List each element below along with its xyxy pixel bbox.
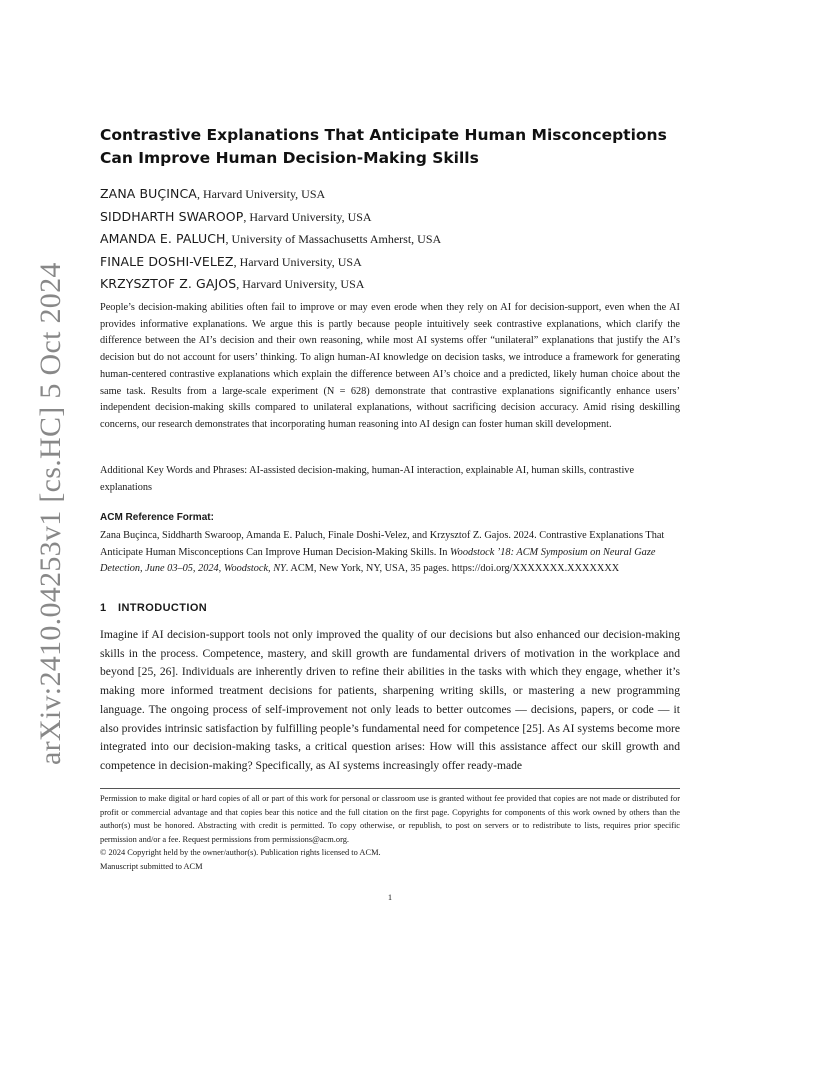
footnote <box>100 792 680 874</box>
section-number: 1 <box>100 602 107 614</box>
section-heading <box>100 602 680 614</box>
author-entry <box>100 206 680 229</box>
page-number: 1 <box>387 892 393 902</box>
acm-reference-text: Zana Buçinca, Siddharth Swaroop, Amanda E. Paluch, Finale Doshi-Velez, and Krzysztof Z. Gajos. 2024. Contrastive Explanations That Anticipate Human Misconceptions Can Improve Human Decision-Making Skills. In <box>100 530 665 558</box>
introduction-paragraph: Imagine if AI decision-support tools not only improved the quality of our decisions but also enhanced our decision-making skills in the process. Competence, mastery, and skill growth are fundamental drivers of motivation in the workplace and beyond [25, 26]. Individuals are inherently driven to refine their abilities in the tasks with which they engage, whether it’s making more informed treatment decisions for patients, sharpening writing skills, or mastering a new programming language. The ongoing process of self-improvement not only leads to better outcomes — decisions, papers, or code — it also provides intrinsic satisfaction by fulfilling people’s fundamental need for competence [25]. As AI systems become more integrated into our decision-making tasks, a critical question arises: How will this assistance affect our skill growth and competence in decision-making? Specifically, as AI systems increasingly offer ready-made <box>100 628 680 772</box>
author-name: SIDDHARTH SWAROOP <box>100 208 244 224</box>
author-entry <box>100 228 680 251</box>
permission-notice: Permission to make digital or hard copies of all or part of this work for personal or classroom use is granted without fee provided that copies are not made or distributed for profit or commercial advantage and that copies bear this notice and the full citation on the first page. Copyrights for components of this work owned by others than the author(s) must be honored. Abstracting with credit is permitted. To copy otherwise, or republish, to post on servers or to redistribute to lists, requires prior specific permission and/or a fee. Request permissions from permissions@acm.org. <box>100 794 680 844</box>
paper-title: Contrastive Explanations That Anticipate Human Misconceptions Can Improve Human Decision-Making Skills <box>100 126 667 167</box>
keywords: Additional Key Words and Phrases: AI-assisted decision-making, human-AI interaction, explainable AI, human skills, contrastive explanations <box>100 465 635 493</box>
acm-reference-doi: . ACM, New York, NY, USA, 35 pages. https://doi.org/XXXXXXX.XXXXXXX <box>285 563 620 575</box>
author-name: FINALE DOSHI-VELEZ <box>100 253 234 269</box>
author-affiliation: , Harvard University, USA <box>243 209 372 224</box>
copyright-notice: © 2024 Copyright held by the owner/author(s). Publication rights licensed to ACM. <box>100 848 381 858</box>
arxiv-stamp-text: arXiv:2410.04253v1 [cs.HC] 5 Oct 2024 <box>34 262 67 765</box>
acm-reference-heading: ACM Reference Format: <box>100 512 214 523</box>
author-affiliation: , Harvard University, USA <box>233 254 362 269</box>
author-entry <box>100 251 680 274</box>
author-entry <box>100 183 680 206</box>
author-affiliation: , Harvard University, USA <box>236 277 365 291</box>
section-title: INTRODUCTION <box>118 602 208 614</box>
footnote-divider <box>100 788 680 789</box>
manuscript-notice: Manuscript submitted to ACM <box>100 861 203 871</box>
author-name: ZANA BUÇINCA <box>100 186 197 201</box>
author-list <box>100 183 680 296</box>
arxiv-stamp <box>14 262 67 765</box>
author-affiliation: , University of Massachusetts Amherst, USA <box>225 232 442 246</box>
author-name: KRZYSZTOF Z. GAJOS <box>100 276 237 291</box>
abstract: People’s decision-making abilities often fail to improve or may even erode when they rely on AI for decision-support, even when the AI provides informative explanations. We argue this is partly because people intuitively seek contrastive explanations, which clarify the difference between the AI’s decision and their own reasoning, while most AI systems offer “unilateral” explanations that justify the AI’s decision but do not account for users’ thinking. To align human-AI knowledge on decision tasks, we introduce a framework for generating human-centered contrastive explanations which explain the difference between AI’s choice and a predicted, likely human choice about the same task. Results from a large-scale experiment (N = 628) demonstrate that contrastive explanations significantly enhance users’ independent decision-making skills compared to unilateral explanations, without sacrificing decision accuracy. Amid rising deskilling concerns, our research demonstrates that incorporating human reasoning into AI design can foster human skill development. <box>100 302 680 430</box>
acm-reference <box>100 528 680 578</box>
author-name: AMANDA E. PALUCH <box>100 231 226 246</box>
acm-reference-venue: Woodstock ’18: ACM Symposium on Neural Gaze Detection, June 03–05, 2024, Woodstock, NY <box>100 546 656 575</box>
author-affiliation: , Harvard University, USA <box>196 187 326 201</box>
author-entry <box>100 273 680 296</box>
